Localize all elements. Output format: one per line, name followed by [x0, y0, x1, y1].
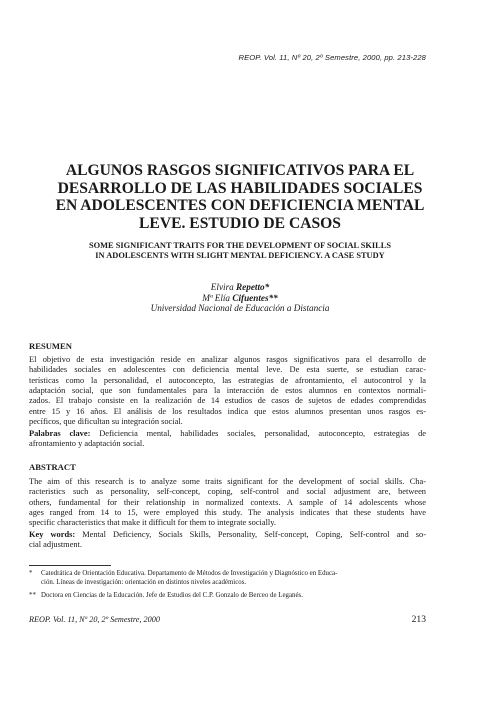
author-2-surname: Cifuentes**: [232, 292, 278, 303]
keywords-line: [29, 429, 426, 439]
key-words: [29, 530, 426, 551]
author-1: [40, 282, 440, 293]
resumen-line: El objetivo de esta investigación reside en analizar algunos rasgos significativos para el desarrollo de: [29, 355, 426, 364]
keywords-line: afrontamiento y adaptación social.: [29, 439, 145, 449]
footnote-rule: [29, 565, 111, 566]
resumen-line: habilidades sociales en adolescentes con deficiencia mental leve. De esta suerte, se estudian carac-: [29, 365, 426, 375]
footnote-mark: *: [29, 570, 33, 577]
title-line: ALGUNOS RASGOS SIGNIFICATIVOS PARA EL: [65, 162, 415, 179]
title-line: DESARROLLO DE LAS HABILIDADES SOCIALES: [57, 179, 423, 197]
author-2-given: Mª Elía: [202, 292, 231, 303]
resumen-line: adaptación social, que son fundamentales para la interacción de estos alumnos en contextos normali-: [29, 386, 426, 396]
resumen-line: terísticas como la personalidad, el autoconcepto, las estrategias de afrontamiento, el autocontrol y la: [29, 375, 426, 385]
keywords-line: cial adjustment.: [29, 540, 83, 550]
footer-journal-ref: REOP. Vol. 11, Nº 20, 2º Semestre, 2000: [29, 615, 160, 624]
abstract-body: [29, 477, 426, 529]
keywords-line: [29, 530, 426, 540]
english-title: [40, 241, 440, 261]
article-title: [40, 162, 440, 232]
footnote-2: [29, 591, 426, 600]
resumen-body: [29, 355, 426, 427]
author-2: [40, 293, 440, 304]
running-header: REOP. Vol. 11, Nº 20, 2º Semestre, 2000, pp. 213-228: [238, 53, 426, 62]
abstract-line: ages ranged from 14 to 15, were employed this study. The analysis indicates that these students have: [29, 508, 426, 518]
keywords-text: Deficiencia mental, habilidades sociales, personalidad, autoconcepto, estrategias de: [90, 429, 426, 438]
footnote-text: Doctora en Ciencias de la Educación. Jefe de Estudios del C.P. Gonzalo de Berceo de Leganés.: [41, 592, 303, 599]
keywords-label: Palabras clave:: [29, 429, 91, 438]
author-1-given: Elvira: [210, 282, 234, 292]
title-line: EN ADOLESCENTES CON DEFICIENCIA MENTAL: [55, 197, 425, 215]
footnote-mark: **: [29, 592, 36, 599]
resumen-line: zados. El trabajo consiste en la realización de 14 estudios de casos de sujetos de edades comprendidas: [29, 396, 426, 406]
resumen-line: pecíficos, que dificultan su integración social.: [29, 417, 183, 427]
author-block: [40, 282, 440, 314]
footnote-1: [29, 569, 426, 588]
keywords-text: Mental Deficiency, Socials Skills, Personality, Self-concept, Coping, Self-control and so-: [75, 530, 426, 539]
subtitle-line: SOME SIGNIFICANT TRAITS FOR THE DEVELOPMENT OF SOCIAL SKILLS: [88, 241, 392, 250]
page-number: 213: [411, 614, 426, 625]
resumen-heading: RESUMEN: [29, 341, 72, 351]
abstract-line: others, fundamental for their relationship in normalized contexts. A sample of 14 adolescents whose: [29, 497, 426, 507]
abstract-heading: ABSTRACT: [29, 462, 76, 472]
author-1-surname: Repetto*: [236, 282, 270, 292]
subtitle-line: IN ADOLESCENTS WITH SLIGHT MENTAL DEFICIENCY. A CASE STUDY: [95, 251, 385, 261]
palabras-clave: [29, 429, 426, 450]
keywords-label: Key words:: [29, 530, 76, 539]
resumen-line: entre 15 y 16 años. El análisis de los resultados indica que estos alumnos presentan unos rasgos es-: [29, 406, 426, 416]
abstract-line: racteristics such as personality, self-concept, coping, self-control and social adjustment are, between: [29, 487, 426, 497]
affiliation: Universidad Nacional de Educación a Distancia: [150, 303, 330, 314]
title-line: LEVE. ESTUDIO DE CASOS: [139, 214, 341, 232]
abstract-line: specific characteristics that make it difficult for them to integrate socially.: [29, 518, 276, 528]
footnote-text: ción. Líneas de investigación: orientación en distintos niveles académicos.: [41, 579, 247, 587]
footnote-text: Catedrática de Orientación Educativa. Departamento de Métodos de Investigación y Diagnóstico en Educa-: [41, 570, 338, 577]
abstract-line: The aim of this research is to analyze some traits significant for the development of social skills. Cha-: [29, 477, 426, 486]
page-footer: [29, 615, 426, 624]
